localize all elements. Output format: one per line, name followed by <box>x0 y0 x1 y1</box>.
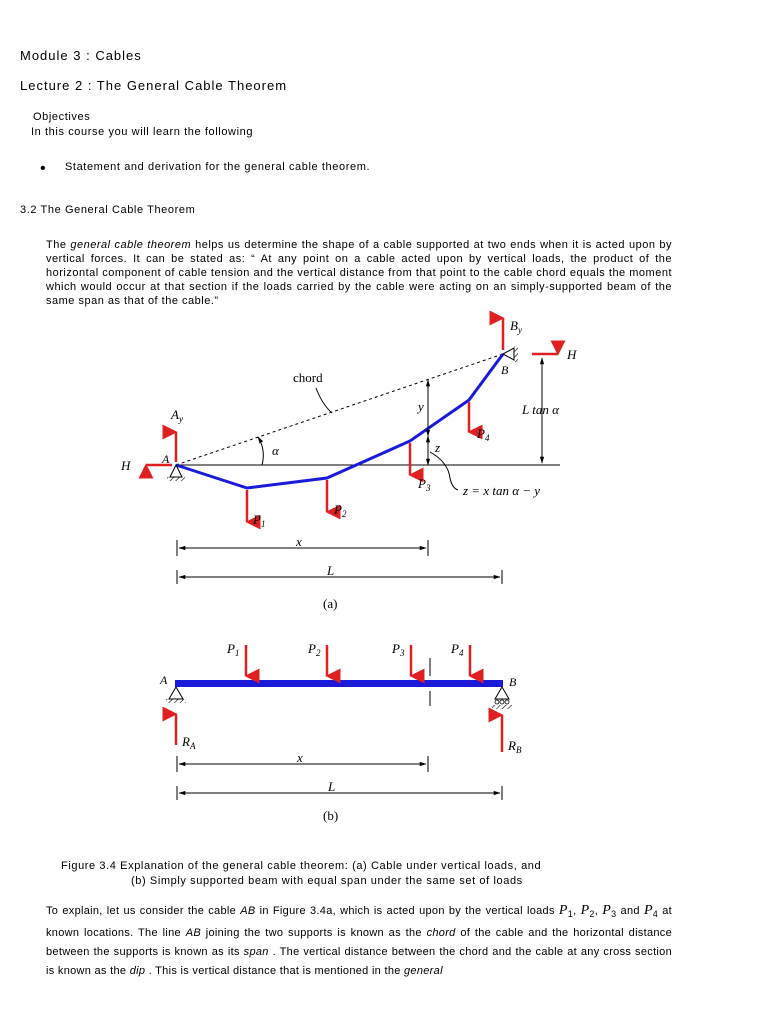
label-a: A <box>162 452 170 466</box>
label-p4-b: $P_4$ <box>451 641 464 658</box>
label-p3: $P_3$ <box>418 476 431 493</box>
label-z-equation: z = x tan α − y <box>463 483 541 498</box>
label-ay: $A_y$ <box>171 407 183 424</box>
support-a-pin-icon <box>169 687 183 699</box>
caption-b: (b) <box>323 808 339 823</box>
label-l-a: L <box>327 563 335 578</box>
label-l-b: L <box>328 779 336 794</box>
bullet-icon: • <box>40 160 46 177</box>
cable <box>176 354 503 488</box>
objectives-heading: Objectives <box>33 111 91 123</box>
theorem-statement: The general cable theorem helps us determine the shape of a cable supported at two ends when it is acted upon by vertical forces. It can be stated as: “ At any point on a cable acted upon by vertical loads, the product of the horizontal component of cable tension and the vertical distance from that point to the cable chord equals the moment which would occur at that section if the loads carried by the cable were acting on an simply-supported beam of the same span as that of the cable.” <box>46 239 673 307</box>
label-chord: chord <box>293 370 323 385</box>
support-b-icon <box>503 348 514 360</box>
label-p3-b: $P_3$ <box>392 641 405 658</box>
label-x-b: x <box>297 750 303 765</box>
label-alpha: α <box>272 443 279 458</box>
label-x-a: x <box>296 534 302 549</box>
label-p2-b: $P_2$ <box>308 641 321 658</box>
figure-caption-line2: (b) Simply supported beam with equal span under the same set of loads <box>131 875 523 887</box>
module-title: Module 3 : Cables <box>20 48 142 63</box>
label-p2: $P_2$ <box>334 502 347 519</box>
label-p4: $P_4$ <box>477 426 490 443</box>
label-b-b: B <box>509 675 517 689</box>
label-z: z <box>435 440 441 455</box>
lecture-title: Lecture 2 : The General Cable Theorem <box>20 78 288 93</box>
label-h-right: H <box>567 347 577 362</box>
label-b: B <box>501 363 509 377</box>
label-y: y <box>418 399 424 414</box>
label-a-b: A <box>160 673 168 687</box>
label-h-left: H <box>121 458 131 473</box>
figure-caption-line1: Figure 3.4 Explanation of the general cable theorem: (a) Cable under vertical loads, and <box>61 860 542 872</box>
objective-item: Statement and derivation for the general cable theorem. <box>65 161 371 173</box>
label-by: $B_y$ <box>510 318 522 335</box>
label-p1: $P_1$ <box>253 512 266 529</box>
section-title: 3.2 The General Cable Theorem <box>20 204 196 216</box>
label-p1-b: $P_1$ <box>227 641 240 658</box>
support-b-roller-icon <box>495 687 509 699</box>
objectives-intro: In this course you will learn the following <box>31 126 254 138</box>
label-ltan: L tan α <box>522 402 559 417</box>
explanation-paragraph: To explain, let us consider the cable AB in Figure 3.4a, which is acted upon by the vertical loads $P_1$, $P_2$, $P_3$ and $P_4$ at known locations. The line AB joining the two supports is known as the chord of the cable and the horizontal distance between the supports is known as its span . The vertical distance between the chord and the cable at any cross section is known as the dip . This is vertical distance that is mentioned in the general <box>46 903 673 978</box>
caption-a: (a) <box>323 596 338 611</box>
label-rb: $R_B$ <box>508 738 522 755</box>
label-ra: $R_A$ <box>182 734 196 751</box>
beam <box>175 680 503 687</box>
